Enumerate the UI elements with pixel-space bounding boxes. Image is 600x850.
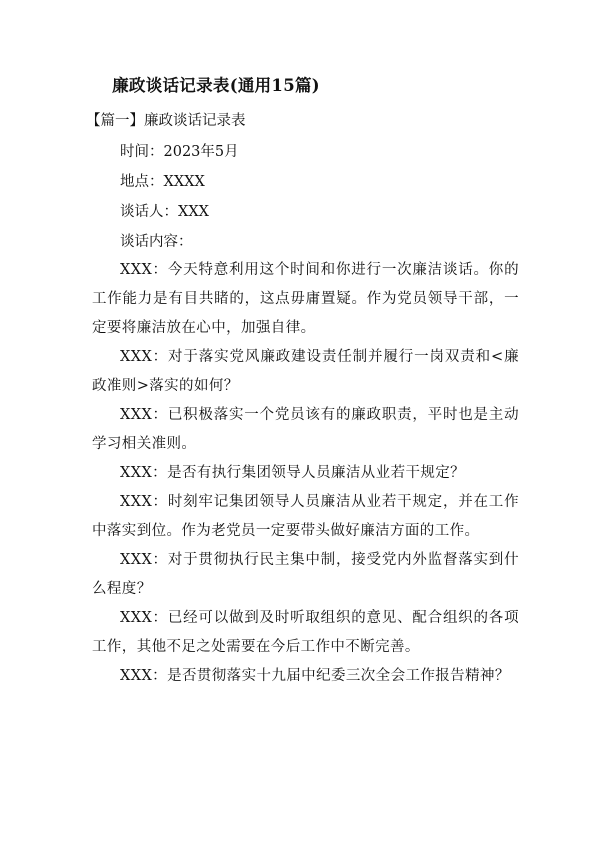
section-heading: 【篇一】廉政谈话记录表 (86, 113, 246, 129)
dialogue-paragraph-5: XXX：时刻牢记集团领导人员廉洁从业若干规定，并在工作中落实到位。作为老党员一定要带头做好廉洁方面的工作。 (92, 494, 519, 539)
meta-talker: 谈话人：XXX (120, 204, 209, 220)
dialogue-paragraph-8: XXX：是否贯彻落实十九届中纪委三次全会工作报告精神？ (120, 668, 510, 684)
dialogue-paragraph-1: XXX：今天特意利用这个时间和你进行一次廉洁谈话。你的工作能力是有目共睹的，这点毋庸置疑。作为党员领导干部，一定要将廉洁放在心中，加强自律。 (92, 262, 519, 336)
dialogue-paragraph-6: XXX：对于贯彻执行民主集中制，接受党内外监督落实到什么程度？ (92, 552, 519, 597)
meta-time: 时间：2023年5月 (120, 144, 239, 160)
dialogue-paragraph-2: XXX：对于落实党风廉政建设责任制并履行一岗双责和<廉政准则>落实的如何？ (92, 349, 519, 394)
dialogue-paragraph-4: XXX：是否有执行集团领导人员廉洁从业若干规定？ (120, 465, 466, 481)
meta-place: 地点：XXXX (120, 174, 205, 190)
dialogue-paragraph-3: XXX：已积极落实一个党员该有的廉政职责，平时也是主动学习相关准则。 (92, 407, 519, 452)
meta-content-label: 谈话内容： (120, 234, 193, 250)
dialogue-paragraph-7: XXX：已经可以做到及时听取组织的意见、配合组织的各项工作，其他不足之处需要在今后工作中不断完善。 (92, 610, 519, 655)
document-title: 廉政谈话记录表(通用15篇) (112, 76, 320, 95)
